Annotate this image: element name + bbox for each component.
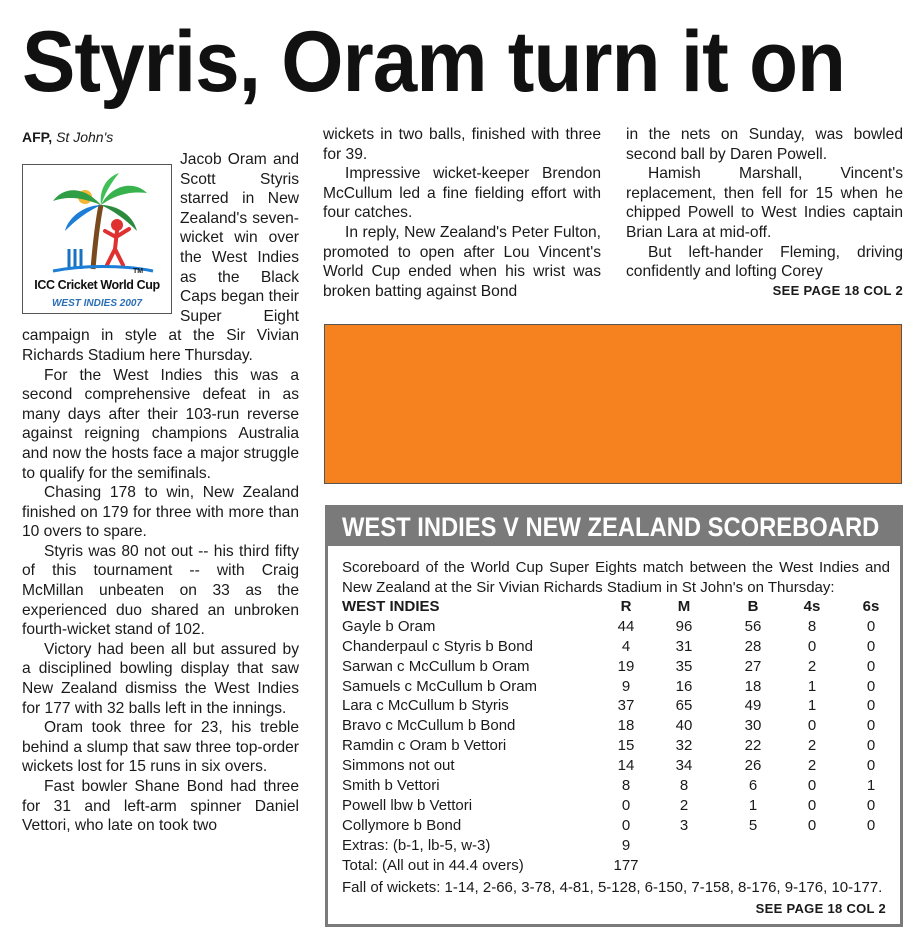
table-row: [342, 776, 894, 796]
cell-batsman: Sarwan c McCullum b Oram: [342, 657, 530, 675]
cell-runs: 0: [621, 796, 631, 814]
paragraph: Styris was 80 not out -- his third fifty of this tournament -- with Craig McMillan unbeaten on 33 as the experienced duo shared an unbroken fourth-wicket stand of 102.: [22, 542, 299, 639]
cell-runs: 8: [621, 777, 631, 795]
paragraph: Jacob Oram and Scott Styris starred in New Zealand's seven-wicket win over the West Indies as the Black Caps began their Super Eight campaign in style at the Sir Vivian Richards Stadium here Thursday.: [22, 151, 299, 364]
cell-fours: 1: [807, 697, 817, 715]
cell-batsman: Ramdin c Oram b Vettori: [342, 737, 507, 755]
cell-minutes: 96: [675, 617, 693, 635]
cell-runs: 19: [617, 657, 635, 675]
article-column-3: [626, 125, 903, 300]
cell-runs: 14: [617, 757, 635, 775]
cell-runs: 18: [617, 717, 635, 735]
article-column-1: [22, 128, 299, 836]
cell-minutes: 3: [679, 816, 689, 834]
cell-balls: 27: [744, 657, 762, 675]
cell-fours: 0: [807, 796, 817, 814]
table-row: [342, 716, 894, 736]
header-team: WEST INDIES: [342, 598, 440, 615]
cell-balls: 28: [744, 637, 762, 655]
cell-sixes: 0: [866, 796, 876, 814]
cell-balls: 6: [748, 777, 758, 795]
scoreboard-header-row: [342, 597, 894, 617]
cell-balls: 22: [744, 737, 762, 755]
paragraph: But left-hander Fleming, driving confidently and lofting Corey: [626, 243, 903, 281]
logo-subtitle: WEST INDIES 2007: [51, 298, 143, 309]
headline: Styris, Oram turn it on: [22, 14, 845, 110]
byline: [22, 128, 299, 146]
cell-minutes: 8: [679, 777, 689, 795]
total-value: 177: [613, 856, 639, 874]
paragraph: For the West Indies this was a second comprehensive defeat in as many days after their 103-run reverse against reigning champions Australia and now the hosts face a major struggle to qualify for the semifinals.: [22, 366, 299, 482]
cell-fours: 2: [807, 657, 817, 675]
cell-minutes: 65: [675, 697, 693, 715]
cell-batsman: Lara c McCullum b Styris: [342, 697, 509, 715]
cell-minutes: 34: [675, 757, 693, 775]
cell-fours: 0: [807, 816, 817, 834]
cell-runs: 0: [621, 816, 631, 834]
cell-sixes: 0: [866, 657, 876, 675]
cell-sixes: 1: [866, 777, 876, 795]
header-minutes: M: [677, 598, 691, 615]
scoreboard-table: [342, 597, 894, 875]
table-row: [342, 736, 894, 756]
cell-balls: 49: [744, 697, 762, 715]
cell-runs: 37: [617, 697, 635, 715]
paragraph: In reply, New Zealand's Peter Fulton, promoted to open after Lou Vincent's World Cup ended when his wrist was broken batting against Bond: [323, 223, 601, 300]
cell-sixes: 0: [866, 677, 876, 695]
cell-sixes: 0: [866, 757, 876, 775]
cell-minutes: 32: [675, 737, 693, 755]
cell-batsman: Samuels c McCullum b Oram: [342, 677, 538, 695]
cell-sixes: 0: [866, 816, 876, 834]
cell-fours: 0: [807, 637, 817, 655]
scoreboard: [325, 505, 903, 927]
table-row: [342, 677, 894, 697]
cell-fours: 0: [807, 717, 817, 735]
cell-sixes: 0: [866, 697, 876, 715]
extras-row: [342, 836, 894, 856]
cell-minutes: 40: [675, 717, 693, 735]
cell-runs: 15: [617, 737, 635, 755]
continued-link: SEE PAGE 18 COL 2: [772, 282, 903, 298]
cell-fours: 2: [807, 757, 817, 775]
table-row: [342, 816, 894, 836]
cell-balls: 30: [744, 717, 762, 735]
cell-sixes: 0: [866, 737, 876, 755]
extras-value: 9: [621, 836, 631, 854]
cell-fours: 1: [807, 677, 817, 695]
cell-minutes: 31: [675, 637, 693, 655]
cell-batsman: Collymore b Bond: [342, 816, 462, 834]
scoreboard-body: [342, 617, 894, 836]
world-cup-logo: [22, 164, 172, 314]
cell-balls: 18: [744, 677, 762, 695]
paragraph: Chasing 178 to win, New Zealand finished on 179 for three with more than 10 overs to spare.: [22, 484, 299, 541]
extras-label: Extras: (b-1, lb-5, w-3): [342, 836, 491, 854]
cell-fours: 2: [807, 737, 817, 755]
cell-runs: 9: [621, 677, 631, 695]
scoreboard-title-text: WEST INDIES V NEW ZEALAND SCOREBOARD: [342, 512, 880, 542]
byline-place: St John's: [56, 129, 114, 145]
advertisement-box: [324, 324, 902, 484]
total-row: [342, 856, 894, 876]
cell-minutes: 16: [675, 677, 693, 695]
paragraph: Impressive wicket-keeper Brendon McCullum led a fine fielding effort with four catches.: [323, 165, 601, 222]
table-row: [342, 756, 894, 776]
fall-of-wickets: Fall of wickets: 1-14, 2-66, 3-78, 4-81, 5-128, 6-150, 7-158, 8-176, 9-176, 10-177.: [342, 879, 883, 896]
cell-fours: 0: [807, 777, 817, 795]
table-row: [342, 637, 894, 657]
cell-batsman: Simmons not out: [342, 757, 455, 775]
cell-runs: 4: [621, 637, 631, 655]
paragraph: Hamish Marshall, Vincent's replacement, then fell for 15 when he chipped Powell to West Indies captain Brian Lara at mid-off.: [626, 165, 903, 241]
cell-batsman: Smith b Vettori: [342, 777, 440, 795]
paragraph: Fast bowler Shane Bond had three for 31 and left-arm spinner Daniel Vettori, who late on took two: [22, 778, 299, 835]
cell-minutes: 35: [675, 657, 693, 675]
header-runs: R: [620, 598, 632, 615]
byline-agency: AFP,: [22, 129, 53, 145]
header-sixes: 6s: [862, 598, 880, 615]
table-row: [342, 796, 894, 816]
logo-tm: TM: [133, 268, 144, 275]
cell-minutes: 2: [679, 796, 689, 814]
total-label: Total: (All out in 44.4 overs): [342, 856, 524, 874]
scoreboard-intro: Scoreboard of the World Cup Super Eights match between the West Indies and New Zealand at the Sir Vivian Richards Stadium in St John's on Thursday:: [342, 559, 890, 596]
paragraph: Victory had been all but assured by a disciplined bowling display that saw New Zealand dismiss the West Indies for 177 with 32 balls left in the innings.: [22, 640, 299, 717]
cell-balls: 26: [744, 757, 762, 775]
cell-sixes: 0: [866, 617, 876, 635]
cell-balls: 1: [748, 796, 758, 814]
table-row: [342, 696, 894, 716]
cell-sixes: 0: [866, 717, 876, 735]
cell-balls: 56: [744, 617, 762, 635]
cell-sixes: 0: [866, 637, 876, 655]
cell-balls: 5: [748, 816, 758, 834]
paragraph: Oram took three for 23, his treble behind a slump that saw three top-order wickets lost for 15 runs in six overs.: [22, 719, 299, 776]
scoreboard-title: [328, 508, 900, 546]
cell-batsman: Gayle b Oram: [342, 617, 436, 635]
table-row: [342, 657, 894, 677]
article-column-2: [323, 125, 601, 301]
cell-batsman: Chanderpaul c Styris b Bond: [342, 637, 533, 655]
scoreboard-continued-link: SEE PAGE 18 COL 2: [755, 901, 886, 916]
paragraph: wickets in two balls, finished with three for 39.: [323, 126, 601, 163]
header-balls: B: [747, 598, 759, 615]
cell-batsman: Powell lbw b Vettori: [342, 796, 473, 814]
cell-batsman: Bravo c McCullum b Bond: [342, 717, 516, 735]
logo-title: ICC Cricket World Cup: [34, 278, 160, 292]
cell-runs: 44: [617, 617, 635, 635]
cell-fours: 8: [807, 617, 817, 635]
table-row: [342, 617, 894, 637]
header-fours: 4s: [803, 598, 821, 615]
paragraph: in the nets on Sunday, was bowled second ball by Daren Powell.: [626, 126, 903, 163]
